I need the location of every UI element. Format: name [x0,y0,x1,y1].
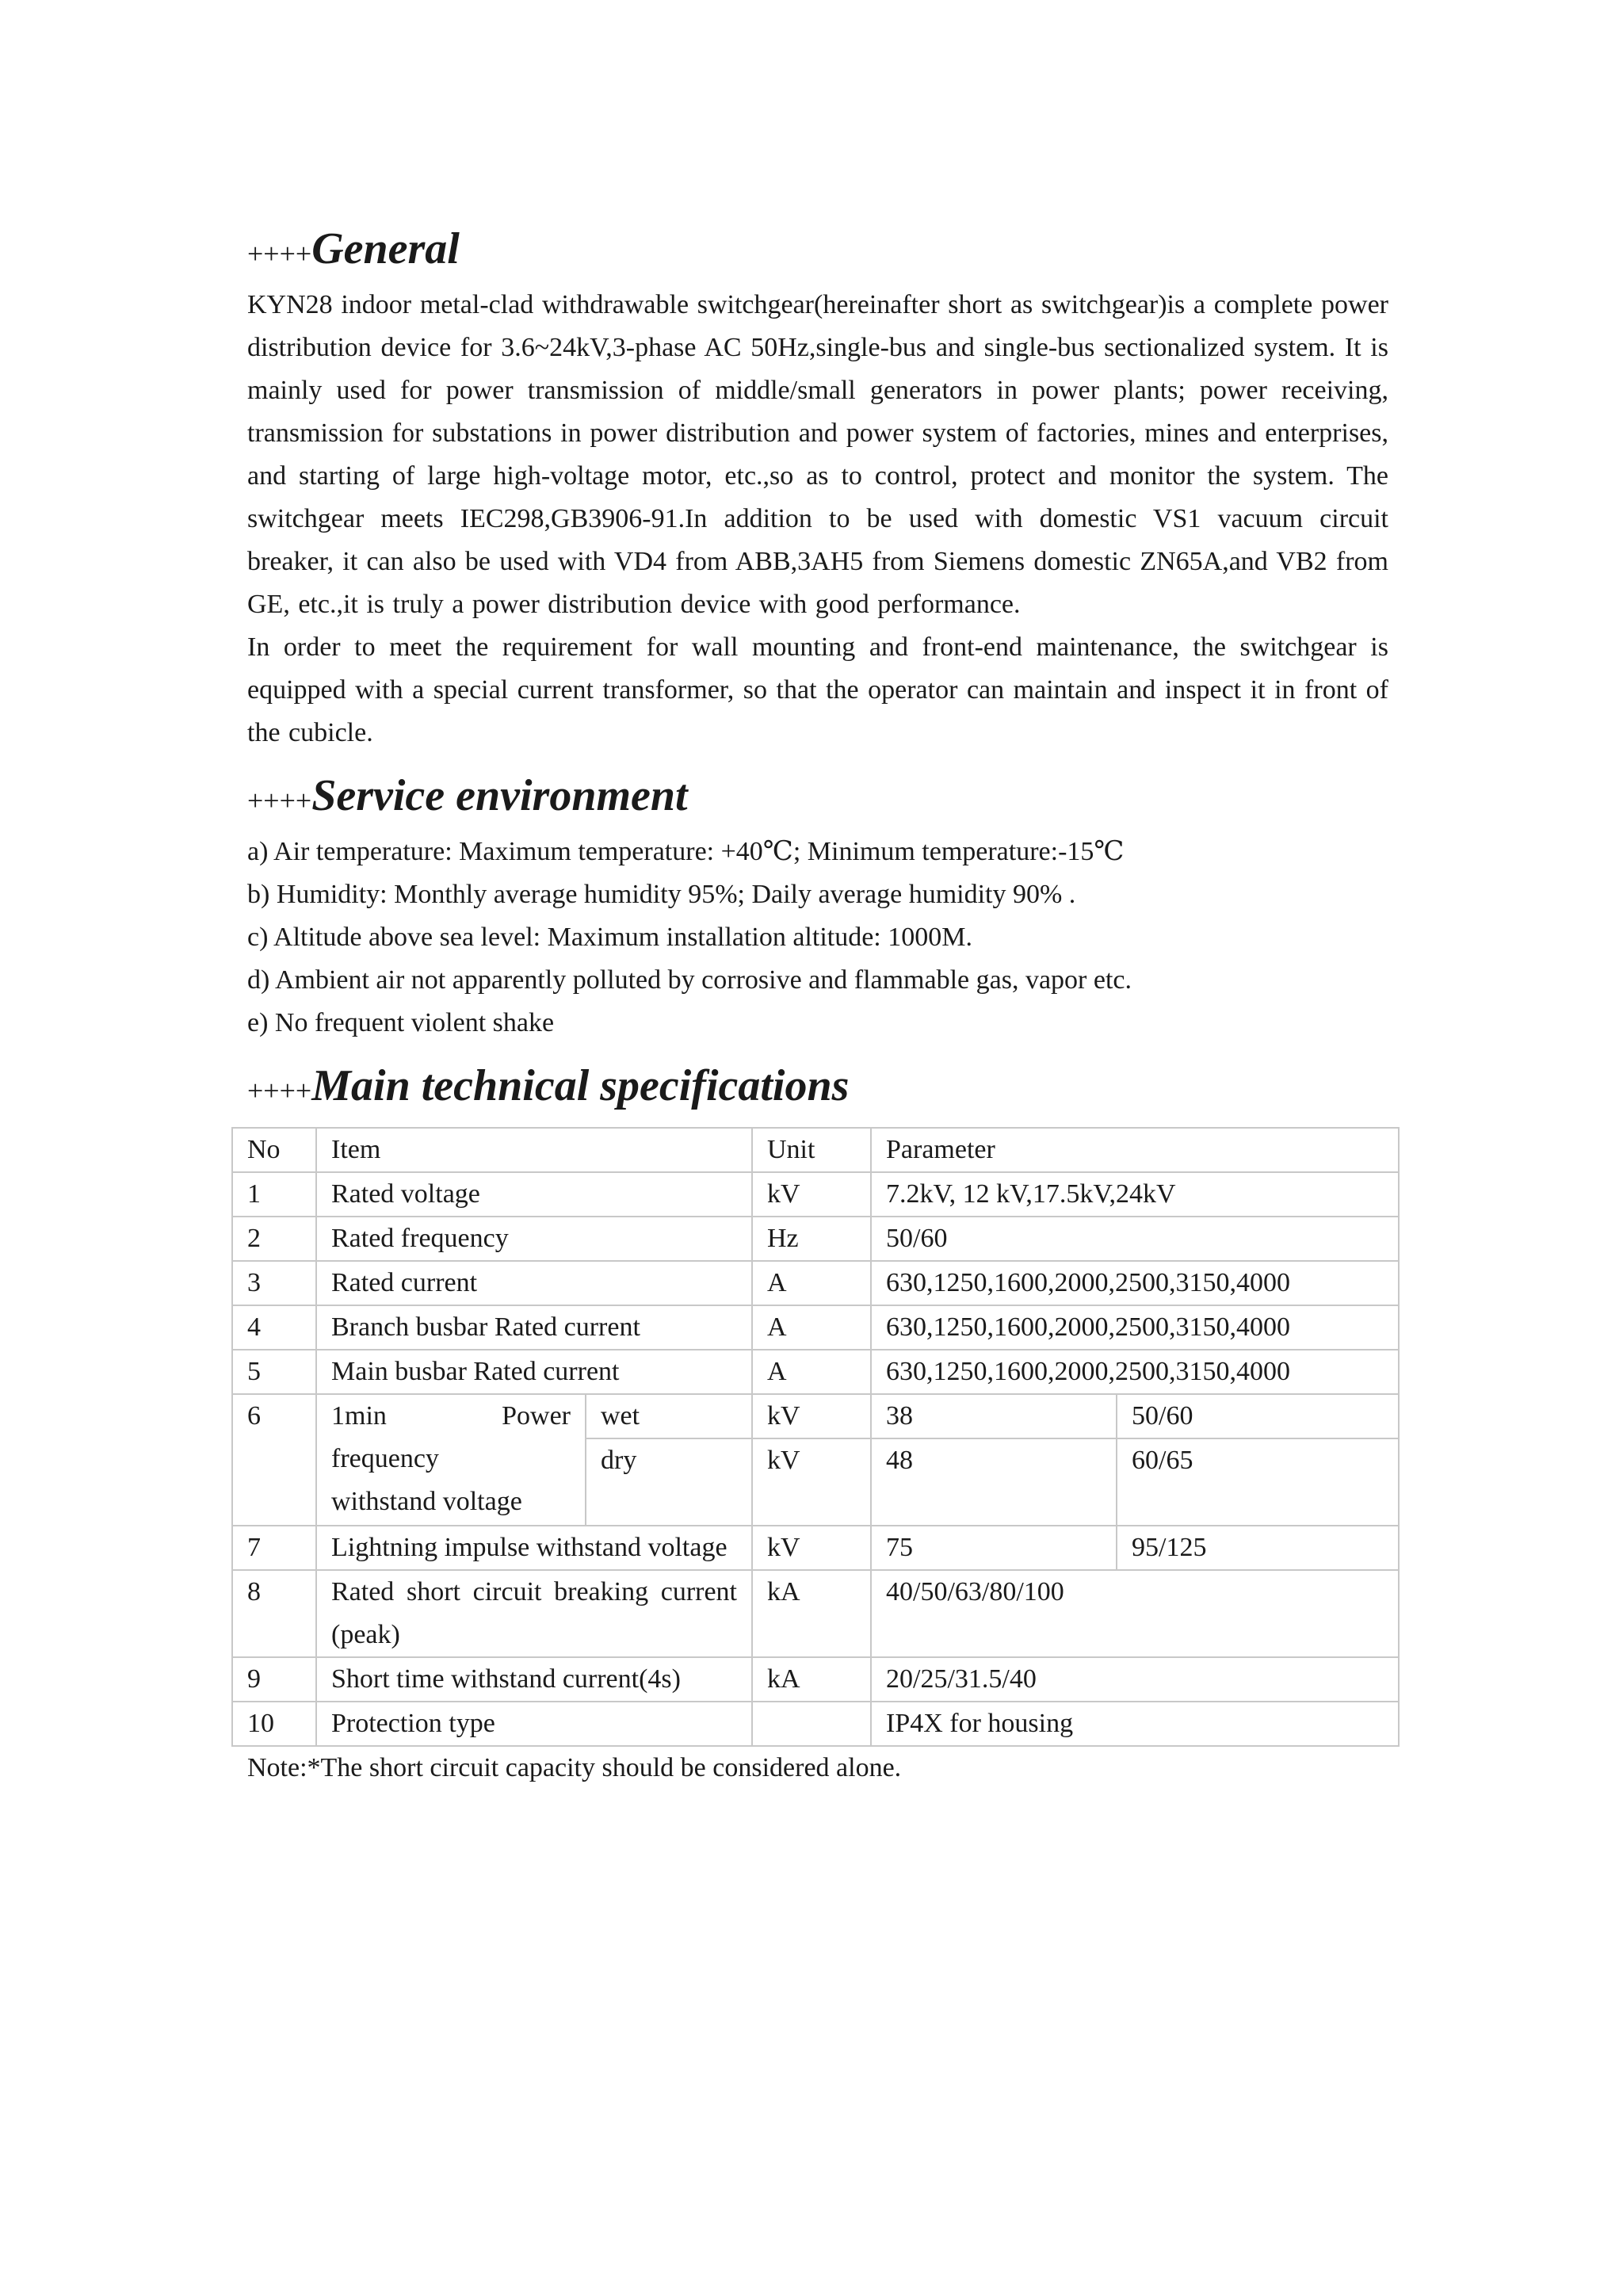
cell-unit: kV [752,1172,871,1217]
cell-unit: kV [752,1526,871,1570]
cell-parameter: 630,1250,1600,2000,2500,3150,4000 [871,1350,1399,1394]
cell-parameter: 630,1250,1600,2000,2500,3150,4000 [871,1305,1399,1350]
cell-parameter-alt: 60/65 [1117,1438,1399,1526]
cell-no: 3 [232,1261,316,1305]
table-row [232,1657,1399,1702]
cell-unit: A [752,1261,871,1305]
cell-no: 10 [232,1702,316,1746]
cell-no: 5 [232,1350,316,1394]
document-page [247,214,1388,1790]
cell-parameter-alt: 50/60 [1117,1394,1399,1438]
cell-unit: A [752,1305,871,1350]
specs-heading-prefix: ++++ [247,1075,312,1106]
table-note: Note:*The short circuit capacity should be considered alone. [247,1753,902,1782]
cell-item: Lightning impulse withstand voltage [316,1526,752,1570]
cell-item-line: frequency [331,1444,439,1473]
cell-no: 6 [232,1394,316,1526]
cell-parameter: 20/25/31.5/40 [871,1657,1399,1702]
service-item-shake: e) No frequent violent shake [247,1008,555,1037]
cell-unit: kV [752,1438,871,1526]
service-item-altitude: c) Altitude above sea level: Maximum installation altitude: 1000M. [247,923,972,952]
table-row [232,1526,1399,1570]
general-heading-title: General [311,224,460,273]
general-paragraph-1: KYN28 indoor metal-clad withdrawable switchgear(hereinafter short as switchgear)is a complete power distribution device for 3.6~24kV,3-phase AC 50Hz,single-bus and single-bus sectionalized system. It is mainly used for power transmission of middle/small generators in power plants; power receiving, transmission for substations in power distribution and power system of factories, mines and enterprises, and starting of large high-voltage motor, etc.,so as to control, protect and monitor the system. The switchgear meets IEC298,GB3906-91.In addition to be used with domestic VS1 vacuum circuit breaker, it can also be used with VD4 from ABB,3AH5 from Siemens domestic ZN65A,and VB2 from GE, etc.,it is truly a power distribution device with good performance. [247,290,1388,619]
cell-item [316,1570,752,1657]
cell-parameter: 40/50/63/80/100 [871,1570,1399,1657]
cell-unit: kA [752,1570,871,1657]
service-heading [247,761,1388,831]
cell-item: Branch busbar Rated current [316,1305,752,1350]
cell-no: 8 [232,1570,316,1657]
cell-unit: kA [752,1657,871,1702]
cell-subitem-wet: wet [586,1394,752,1438]
service-item-air-temperature: a) Air temperature: Maximum temperature: +40℃; Minimum temperature:-15℃ [247,837,1125,866]
cell-parameter: 48 [871,1438,1117,1526]
cell-no: 1 [232,1172,316,1217]
general-heading [247,214,1388,284]
cell-no: 2 [232,1217,316,1261]
cell-item-line: (peak) [331,1620,400,1649]
cell-item [316,1394,586,1526]
cell-item-line: withstand voltage [331,1487,522,1516]
service-item-ambient-air: d) Ambient air not apparently polluted by corrosive and flammable gas, vapor etc. [247,965,1132,995]
service-heading-title: Service environment [311,771,688,820]
service-heading-prefix: ++++ [247,785,312,816]
table-row [232,1394,1399,1438]
table-row [232,1172,1399,1217]
general-heading-prefix: ++++ [247,238,312,269]
header-item: Item [316,1128,752,1172]
general-paragraph-2: In order to meet the requirement for wall mounting and front-end maintenance, the switchgear is equipped with a special current transformer, so that the operator can maintain and inspect it in front of the cubicle. [247,632,1388,747]
cell-item: Main busbar Rated current [316,1350,752,1394]
table-row [232,1350,1399,1394]
specs-heading [247,1051,1388,1121]
table-row [232,1570,1399,1657]
cell-no: 4 [232,1305,316,1350]
cell-parameter: 7.2kV, 12 kV,17.5kV,24kV [871,1172,1399,1217]
cell-unit: kV [752,1394,871,1438]
table-row [232,1261,1399,1305]
specs-heading-title: Main technical specifications [311,1061,850,1110]
cell-item-line: 1min Power [331,1401,571,1431]
cell-parameter: 38 [871,1394,1117,1438]
specs-table [231,1127,1400,1747]
table-row [232,1702,1399,1746]
service-item-humidity: b) Humidity: Monthly average humidity 95%; Daily average humidity 90% . [247,880,1076,909]
header-parameter: Parameter [871,1128,1399,1172]
cell-no: 9 [232,1657,316,1702]
cell-parameter: 50/60 [871,1217,1399,1261]
table-header-row [232,1128,1399,1172]
cell-parameter: 630,1250,1600,2000,2500,3150,4000 [871,1261,1399,1305]
cell-subitem-dry: dry [586,1438,752,1526]
cell-item: Short time withstand current(4s) [316,1657,752,1702]
header-no: No [232,1128,316,1172]
cell-parameter-alt: 95/125 [1117,1526,1399,1570]
header-unit: Unit [752,1128,871,1172]
cell-item: Rated voltage [316,1172,752,1217]
table-row [232,1217,1399,1261]
cell-no: 7 [232,1526,316,1570]
cell-item: Rated frequency [316,1217,752,1261]
cell-unit [752,1702,871,1746]
cell-item-line: Rated short circuit breaking current [331,1577,737,1606]
cell-unit: A [752,1350,871,1394]
cell-item: Rated current [316,1261,752,1305]
cell-unit: Hz [752,1217,871,1261]
table-row [232,1305,1399,1350]
cell-parameter: 75 [871,1526,1117,1570]
cell-item: Protection type [316,1702,752,1746]
cell-parameter: IP4X for housing [871,1702,1399,1746]
